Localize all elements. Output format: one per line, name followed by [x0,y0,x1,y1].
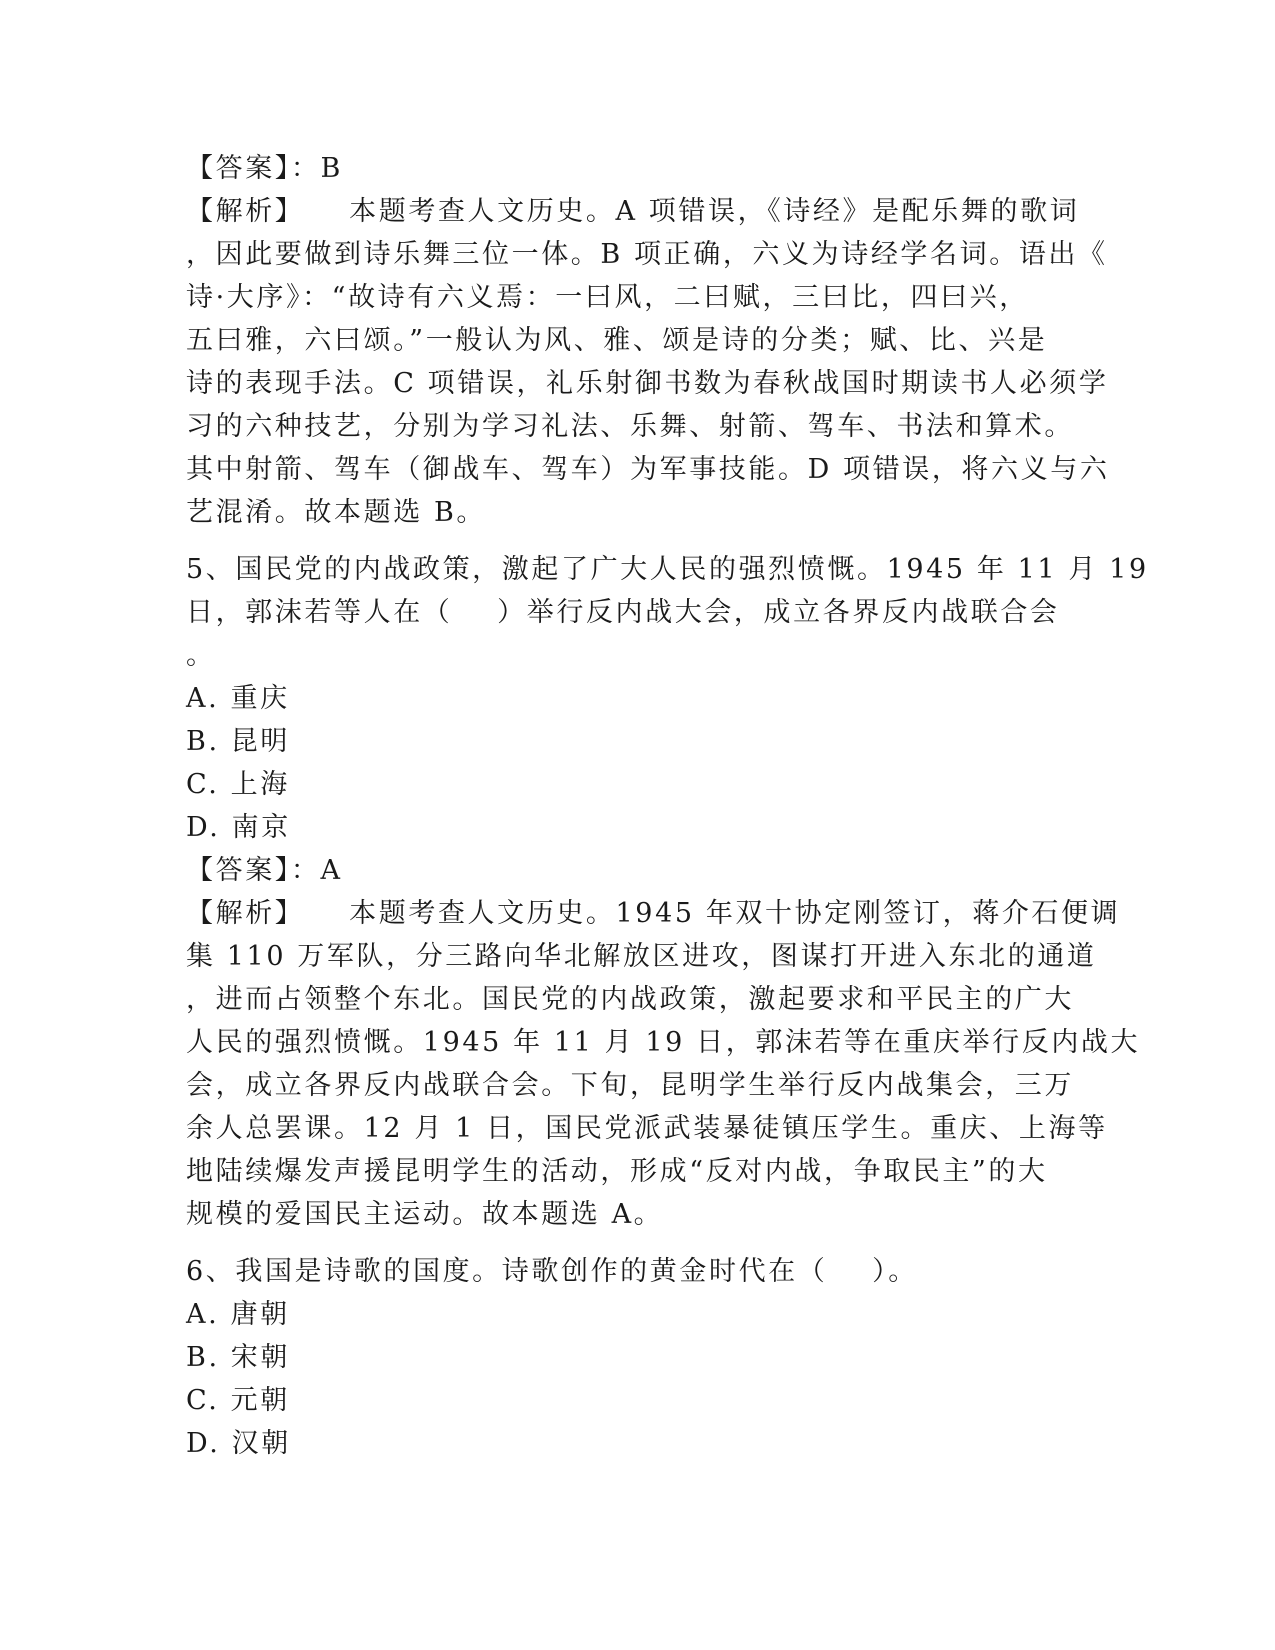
analysis-block-q4 [186,190,1110,534]
analysis-line: 会，成立各界反内战联合会。下旬，昆明学生举行反内战集会，三万 [186,1070,1074,1101]
document-page [186,147,1149,1465]
block-gap [186,1236,1086,1250]
analysis-line: 习的六种技艺，分别为学习礼法、乐舞、射箭、驾车、书法和算术。 [186,411,1074,442]
option-a: A. 唐朝 [186,1299,290,1330]
option-a: A. 重庆 [186,683,290,714]
option-b: B. 宋朝 [186,1342,291,1373]
question-line: 日，郭沫若等人在（ ）举行反内战大会，成立各界反内战联合会 [186,597,1060,628]
analysis-line: ，进而占领整个东北。国民党的内战政策，激起要求和平民主的广大 [186,984,1074,1015]
options-block-q5 [186,677,1086,849]
analysis-line: 诗的表现手法。C 项错误，礼乐射御书数为春秋战国时期读书人必须学 [186,368,1109,399]
analysis-line: 五曰雅，六曰颂。”一般认为风、雅、颂是诗的分类；赋、比、兴是 [186,325,1048,356]
answer-line: 【答案】：A [186,855,343,886]
analysis-line: 艺混淆。故本题选 B。 [186,497,487,528]
analysis-line: 地陆续爆发声援昆明学生的活动，形成“反对内战，争取民主”的大 [186,1156,1048,1187]
question-line: 5、国民党的内战政策，激起了广大人民的强烈愤慨。1945 年 11 月 19 [186,554,1149,585]
options-block-q6 [186,1293,1086,1465]
block-gap [186,534,1086,548]
answer-line: 【答案】：B [186,153,343,184]
option-d: D. 南京 [186,812,291,843]
analysis-line: 集 110 万军队，分三路向华北解放区进攻，图谋打开进入东北的通道 [186,941,1097,972]
analysis-line: 【解析】 本题考查人文历史。A 项错误，《诗经》是配乐舞的歌词 [186,196,1080,227]
question-block-q5 [186,548,1149,677]
analysis-line: 【解析】 本题考查人文历史。1945 年双十协定刚签订，蒋介石便调 [186,898,1121,929]
answer-block-q5 [186,849,1086,892]
analysis-line: 诗·大序》：“故诗有六义焉：一曰风，二曰赋，三曰比，四曰兴， [186,282,1029,313]
analysis-block-q5 [186,892,1141,1236]
option-c: C. 上海 [186,769,290,800]
analysis-line: 其中射箭、驾车（御战车、驾车）为军事技能。D 项错误，将六义与六 [186,454,1110,485]
option-b: B. 昆明 [186,726,291,757]
option-c: C. 元朝 [186,1385,290,1416]
analysis-line: 人民的强烈愤慨。1945 年 11 月 19 日，郭沫若等在重庆举行反内战大 [186,1027,1141,1058]
question-line: 。 [186,640,216,671]
answer-block-q4 [186,147,1086,190]
question-block-q6 [186,1250,1086,1293]
analysis-line: 规模的爱国民主运动。故本题选 A。 [186,1199,664,1230]
analysis-line: 余人总罢课。12 月 1 日，国民党派武装暴徒镇压学生。重庆、上海等 [186,1113,1108,1144]
question-line: 6、我国是诗歌的国度。诗歌创作的黄金时代在（ ）。 [186,1256,918,1287]
option-d: D. 汉朝 [186,1428,291,1459]
analysis-line: ，因此要做到诗乐舞三位一体。B 项正确，六义为诗经学名词。语出《 [186,239,1108,270]
